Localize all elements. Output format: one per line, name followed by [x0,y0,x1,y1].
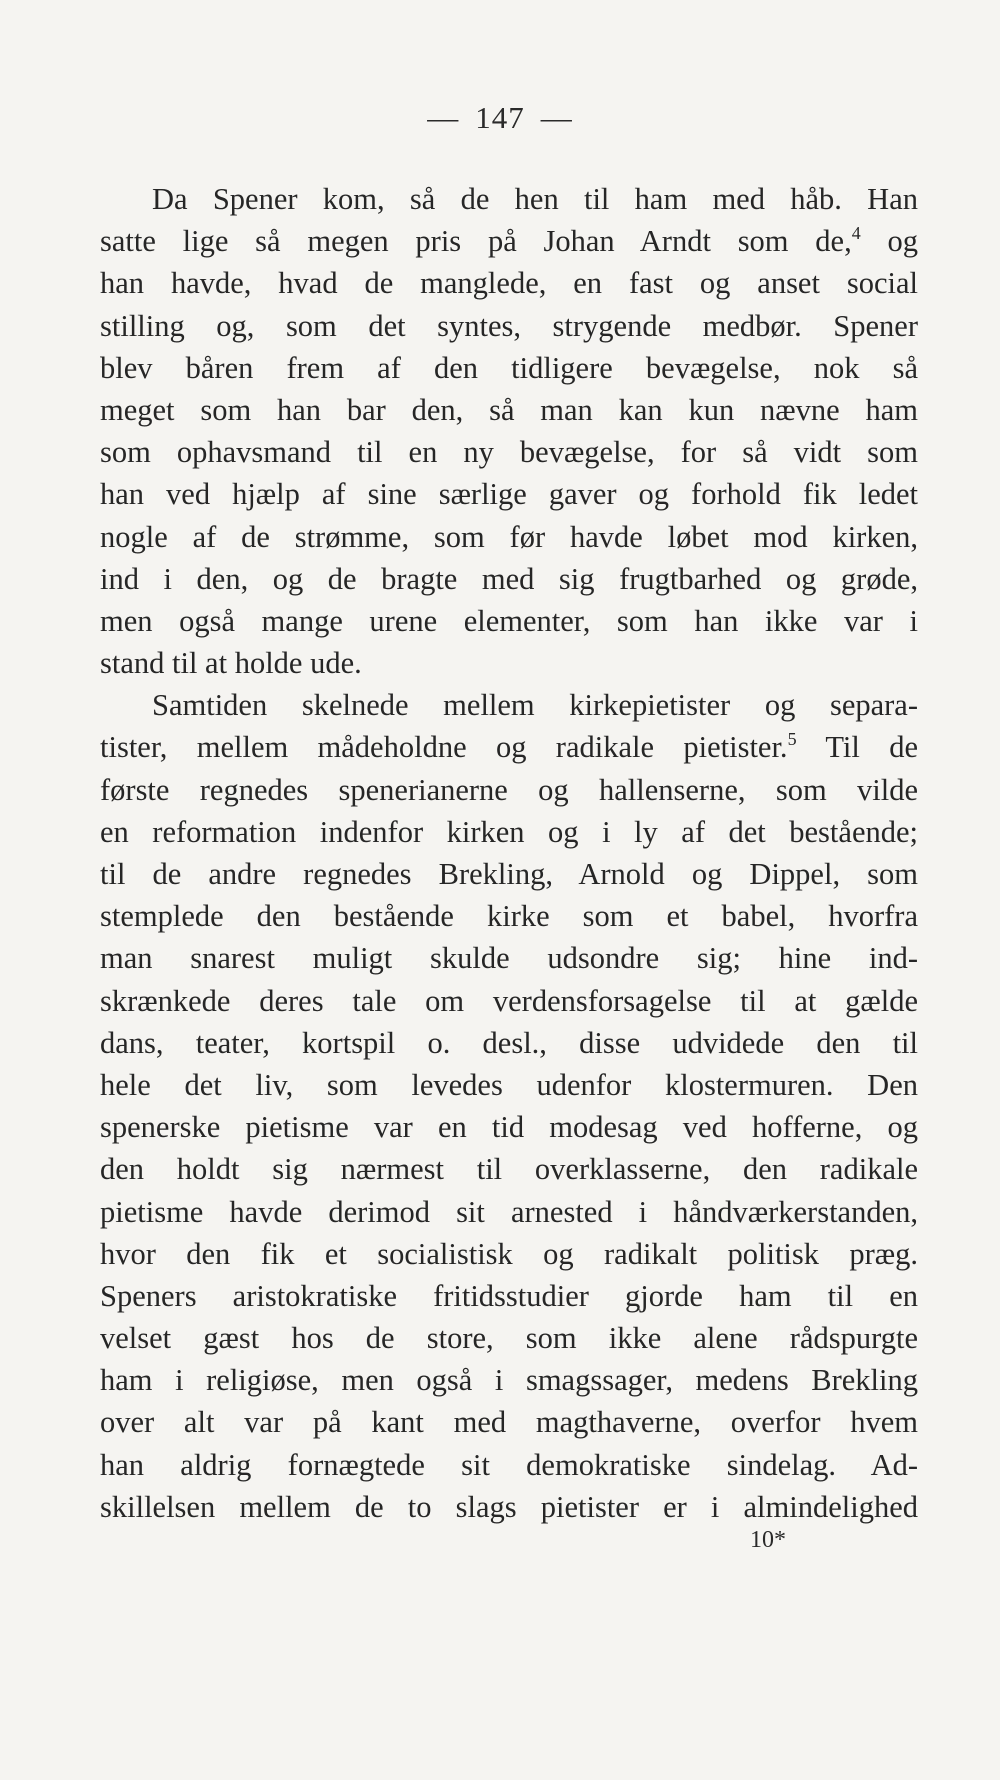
text-line: meget som han bar den, så man kan kun nævne ham [100,392,918,427]
text-line: nogle af de strømme, som før havde løbet mod kirken, [100,519,918,554]
text-line: til de andre regnedes Brekling, Arnold og Dippel, som [100,857,918,891]
text-line: han aldrig fornægtede sit demokratiske sindelag. Ad- [100,1447,918,1482]
text-line: Da Spener kom, så de hen til ham med håb. Han [152,182,918,216]
text-line [100,220,918,262]
text-line: første regnedes spenerianerne og hallenserne, som vilde [100,772,918,807]
text-segment: tister, mellem mådeholdne og radikale pietister. [100,730,788,765]
text-line: stand til at holde ude. [100,646,362,681]
page-number-dash-right: — [540,100,573,135]
text-line: men også mange urene elementer, som han ikke var i [100,603,918,638]
text-line: man snarest muligt skulde udsondre sig; hine ind- [100,941,918,976]
text-line: en reformation indenfor kirken og i ly af det bestående; [100,814,918,849]
text-line: over alt var på kant med magthaverne, overfor hvem [100,1405,918,1440]
text-line: han ved hjælp af sine særlige gaver og forhold fik ledet [100,477,918,512]
text-line: blev båren frem af den tidligere bevægelse, nok så [100,350,918,385]
printer-signature-mark: 10* [750,1527,786,1553]
text-line: stilling og, som det syntes, strygende medbør. Spener [100,308,918,343]
page-number [0,100,1000,136]
text-line: stemplede den bestående kirke som et babel, hvorfra [100,899,918,934]
text-line: han havde, hvad de manglede, en fast og anset social [100,266,918,301]
text-line: ind i den, og de bragte med sig frugtbarhed og grøde, [100,561,918,596]
text-line: Speners aristokratiske fritidsstudier gjorde ham til en [100,1278,918,1313]
footnote-marker: 5 [787,729,797,750]
text-line: ham i religiøse, men også i smagssager, medens Brekling [100,1363,918,1398]
text-line: dans, teater, kortspil o. desl., disse udvidede den til [100,1025,918,1060]
page-number-value: 147 [475,100,525,135]
text-line: hvor den fik et socialistisk og radikalt politisk præg. [100,1236,918,1271]
text-segment: og [860,224,918,259]
text-line: pietisme havde derimod sit arnested i håndværkerstanden, [100,1194,918,1229]
text-line: spenerske pietisme var en tid modesag ved hofferne, og [100,1110,918,1145]
text-line: den holdt sig nærmest til overklasserne, den radikale [100,1152,918,1187]
footnote-marker: 4 [851,223,861,244]
page-number-dash-left: — [427,100,460,135]
text-line: velset gæst hos de store, som ikke alene rådspurgte [100,1321,918,1356]
text-line: skillelsen mellem de to slags pietister er i almindelighed [100,1489,918,1524]
text-segment: Til de [796,730,918,765]
text-line: skrænkede deres tale om verdensforsagelse til at gælde [100,983,918,1018]
text-line: Samtiden skelnede mellem kirkepietister og separa- [152,688,918,723]
body-text [100,178,918,1528]
text-line: hele det liv, som levedes udenfor klostermuren. Den [100,1067,918,1102]
text-line [100,726,918,768]
text-line: som ophavsmand til en ny bevægelse, for så vidt som [100,435,918,470]
text-segment: satte lige så megen pris på Johan Arndt som de, [100,224,852,259]
